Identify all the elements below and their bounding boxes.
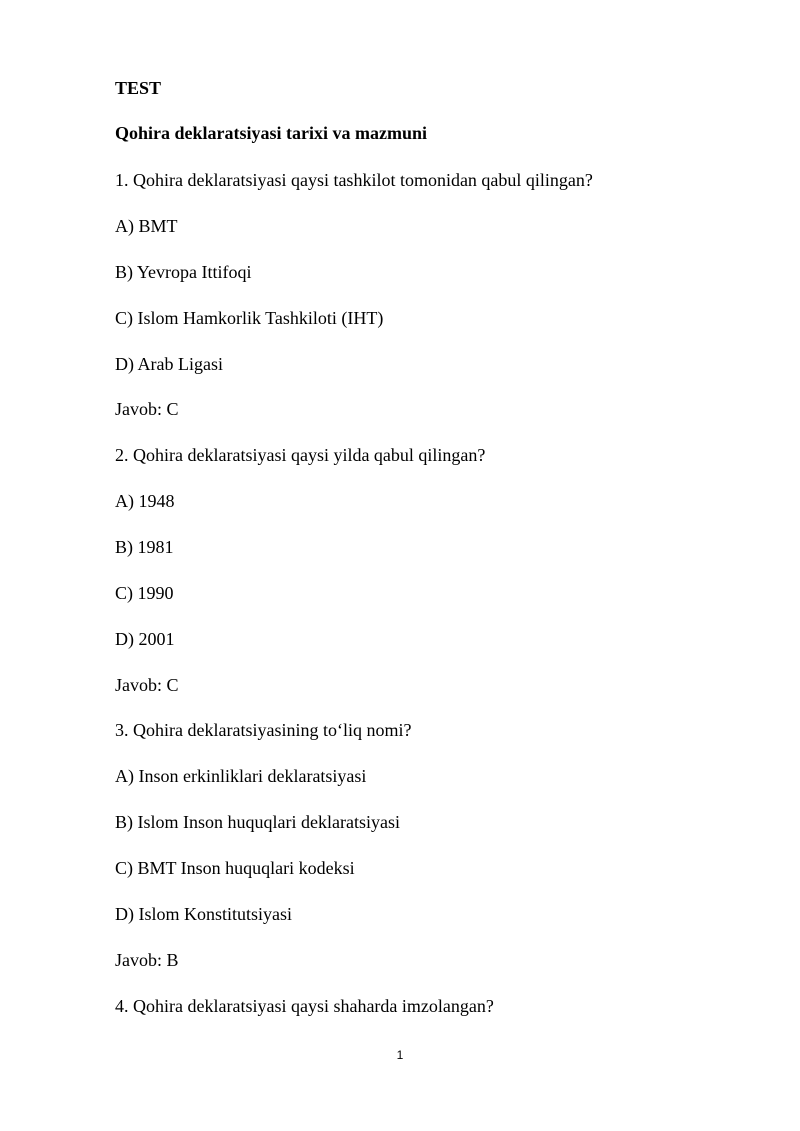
question-2-option-a: A) 1948 xyxy=(115,491,175,511)
question-4-text: 4. Qohira deklaratsiyasi qaysi shaharda imzolangan? xyxy=(115,996,494,1016)
question-3-answer: Javob: B xyxy=(115,950,179,970)
question-3-option-a: A) Inson erkinliklari deklaratsiyasi xyxy=(115,766,367,786)
question-1-option-a: A) BMT xyxy=(115,216,178,236)
question-3-option-b: B) Islom Inson huquqlari deklaratsiyasi xyxy=(115,812,400,832)
question-1-option-b: B) Yevropa Ittifoqi xyxy=(115,262,252,282)
question-2-option-b: B) 1981 xyxy=(115,537,174,557)
question-1-option-c: C) Islom Hamkorlik Tashkiloti (IHT) xyxy=(115,308,384,328)
question-1-text: 1. Qohira deklaratsiyasi qaysi tashkilot tomonidan qabul qilingan? xyxy=(115,170,593,190)
question-2-option-c: C) 1990 xyxy=(115,583,174,603)
question-2-text: 2. Qohira deklaratsiyasi qaysi yilda qabul qilingan? xyxy=(115,445,486,465)
page-number: 1 xyxy=(396,1048,404,1062)
question-1-option-d: D) Arab Ligasi xyxy=(115,354,223,374)
question-1-answer: Javob: C xyxy=(115,399,179,419)
question-3-option-d: D) Islom Konstitutsiyasi xyxy=(115,904,293,924)
question-3-text: 3. Qohira deklaratsiyasining to‘liq nomi? xyxy=(115,720,412,740)
document-heading: TEST xyxy=(115,78,162,98)
question-2-answer: Javob: C xyxy=(115,675,179,695)
question-2-option-d: D) 2001 xyxy=(115,629,175,649)
document-subheading: Qohira deklaratsiyasi tarixi va mazmuni xyxy=(115,123,427,143)
question-3-option-c: C) BMT Inson huquqlari kodeksi xyxy=(115,858,355,878)
